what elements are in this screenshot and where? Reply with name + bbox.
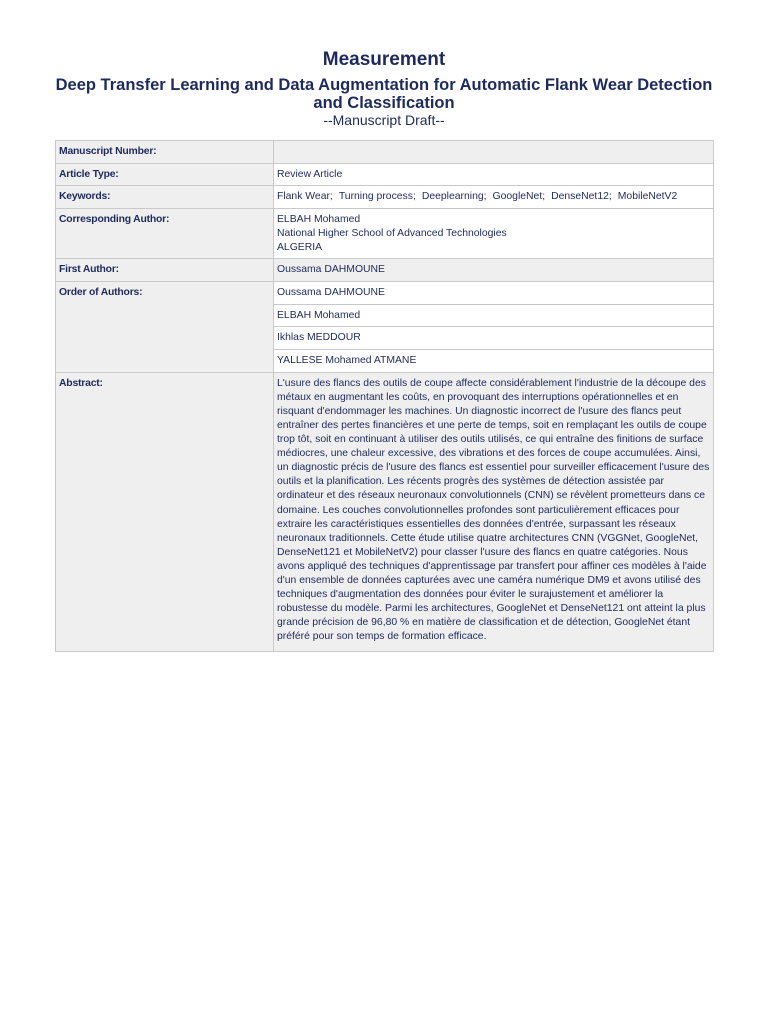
keywords-value: [274, 186, 714, 209]
keyword: GoogleNet;: [492, 191, 546, 203]
abstract-text: L'usure des flancs des outils de coupe affecte considérablement l'industrie de la découpe des métaux en augmentant les coûts, en provoquant des interruptions opérationnelles et en risquant d'endommager les machines. Un diagnostic incorrect de l'usure des flancs peut entraîner des pertes financières et une perte de temps, soit en remplaçant les outils de coupe trop tôt, soit en continuant à utiliser des outils utilisés, ce qui entraîne des finitions de surface médiocres, une chaleur excessive, des vibrations et des forces de coupe accumulées. Ainsi, un diagnostic précis de l'usure des flancs est essentiel pour surveiller efficacement l'usure des outils et la planification. Les récents progrès des systèmes de détection assistée par ordinateur et des réseaux neuronaux convolutionnels (CNN) se révèlent prometteurs dans ce domaine. Les couches convolutionnelles profondes sont particulièrement efficaces pour extraire les caractéristiques essentielles des données d'entrée, surpassant les réseaux neuronaux traditionnels. Cette étude utilise quatre architectures CNN (VGGNet, GoogleNet, DenseNet121 et MobileNetV2) pour classer l'usure des flancs en quatre catégories. Nous avons appliqué des techniques d'apprentissage par transfert pour affiner ces modèles à l'aide d'un ensemble de données capturées avec une caméra numérique DM9 et avons utilisé des techniques d'augmentation des données pour éviter le surajustement et améliorer la robustesse du modèle. Parmi les architectures, GoogleNet et DenseNet121 ont atteint la plus grande précision de 96,80 % en matière de classification et de détection, GoogleNet étant préféré pour son temps de formation efficace.: [274, 372, 714, 651]
keyword: MobileNetV2: [617, 191, 678, 203]
article-type-value: Review Article: [274, 163, 714, 186]
journal-name: Measurement: [322, 49, 446, 70]
author-entry: ELBAH Mohamed: [274, 304, 714, 327]
draft-label: --Manuscript Draft--: [323, 112, 445, 128]
author-entry: Ikhlas MEDDOUR: [274, 327, 714, 350]
row-manuscript-number: [56, 141, 714, 164]
corresponding-author-institution: National Higher School of Advanced Technologies: [277, 227, 507, 239]
row-article-type: [56, 163, 714, 186]
corresponding-author-country: ALGERIA: [277, 241, 323, 253]
keyword: Flank Wear;: [277, 191, 333, 203]
article-type-label: Article Type:: [56, 163, 274, 186]
author-entry: YALLESE Mohamed ATMANE: [274, 350, 714, 373]
manuscript-details-table: [55, 140, 714, 652]
corresponding-author-name: ELBAH Mohamed: [277, 214, 361, 226]
row-abstract: [56, 372, 714, 651]
row-keywords: [56, 186, 714, 209]
keyword: DenseNet12;: [551, 191, 612, 203]
keyword: Turning process;: [338, 191, 416, 203]
keywords-label: Keywords:: [56, 186, 274, 209]
first-author-label: First Author:: [56, 259, 274, 282]
keyword: Deeplearning;: [421, 191, 487, 203]
manuscript-number-label: Manuscript Number:: [56, 141, 274, 164]
author-entry: Oussama DAHMOUNE: [274, 281, 714, 304]
first-author-value: Oussama DAHMOUNE: [274, 259, 714, 282]
abstract-label: Abstract:: [56, 372, 274, 651]
corresponding-author-value: [274, 209, 714, 259]
row-first-author: [56, 259, 714, 282]
row-corresponding-author: [56, 209, 714, 259]
corresponding-author-label: Corresponding Author:: [56, 209, 274, 259]
manuscript-number-value: [274, 141, 714, 164]
row-order-of-authors: [56, 281, 714, 304]
order-of-authors-label: Order of Authors:: [56, 281, 274, 372]
article-title: Deep Transfer Learning and Data Augmentation for Automatic Flank Wear Detection and Classification: [55, 76, 713, 112]
document-header: [0, 48, 768, 128]
